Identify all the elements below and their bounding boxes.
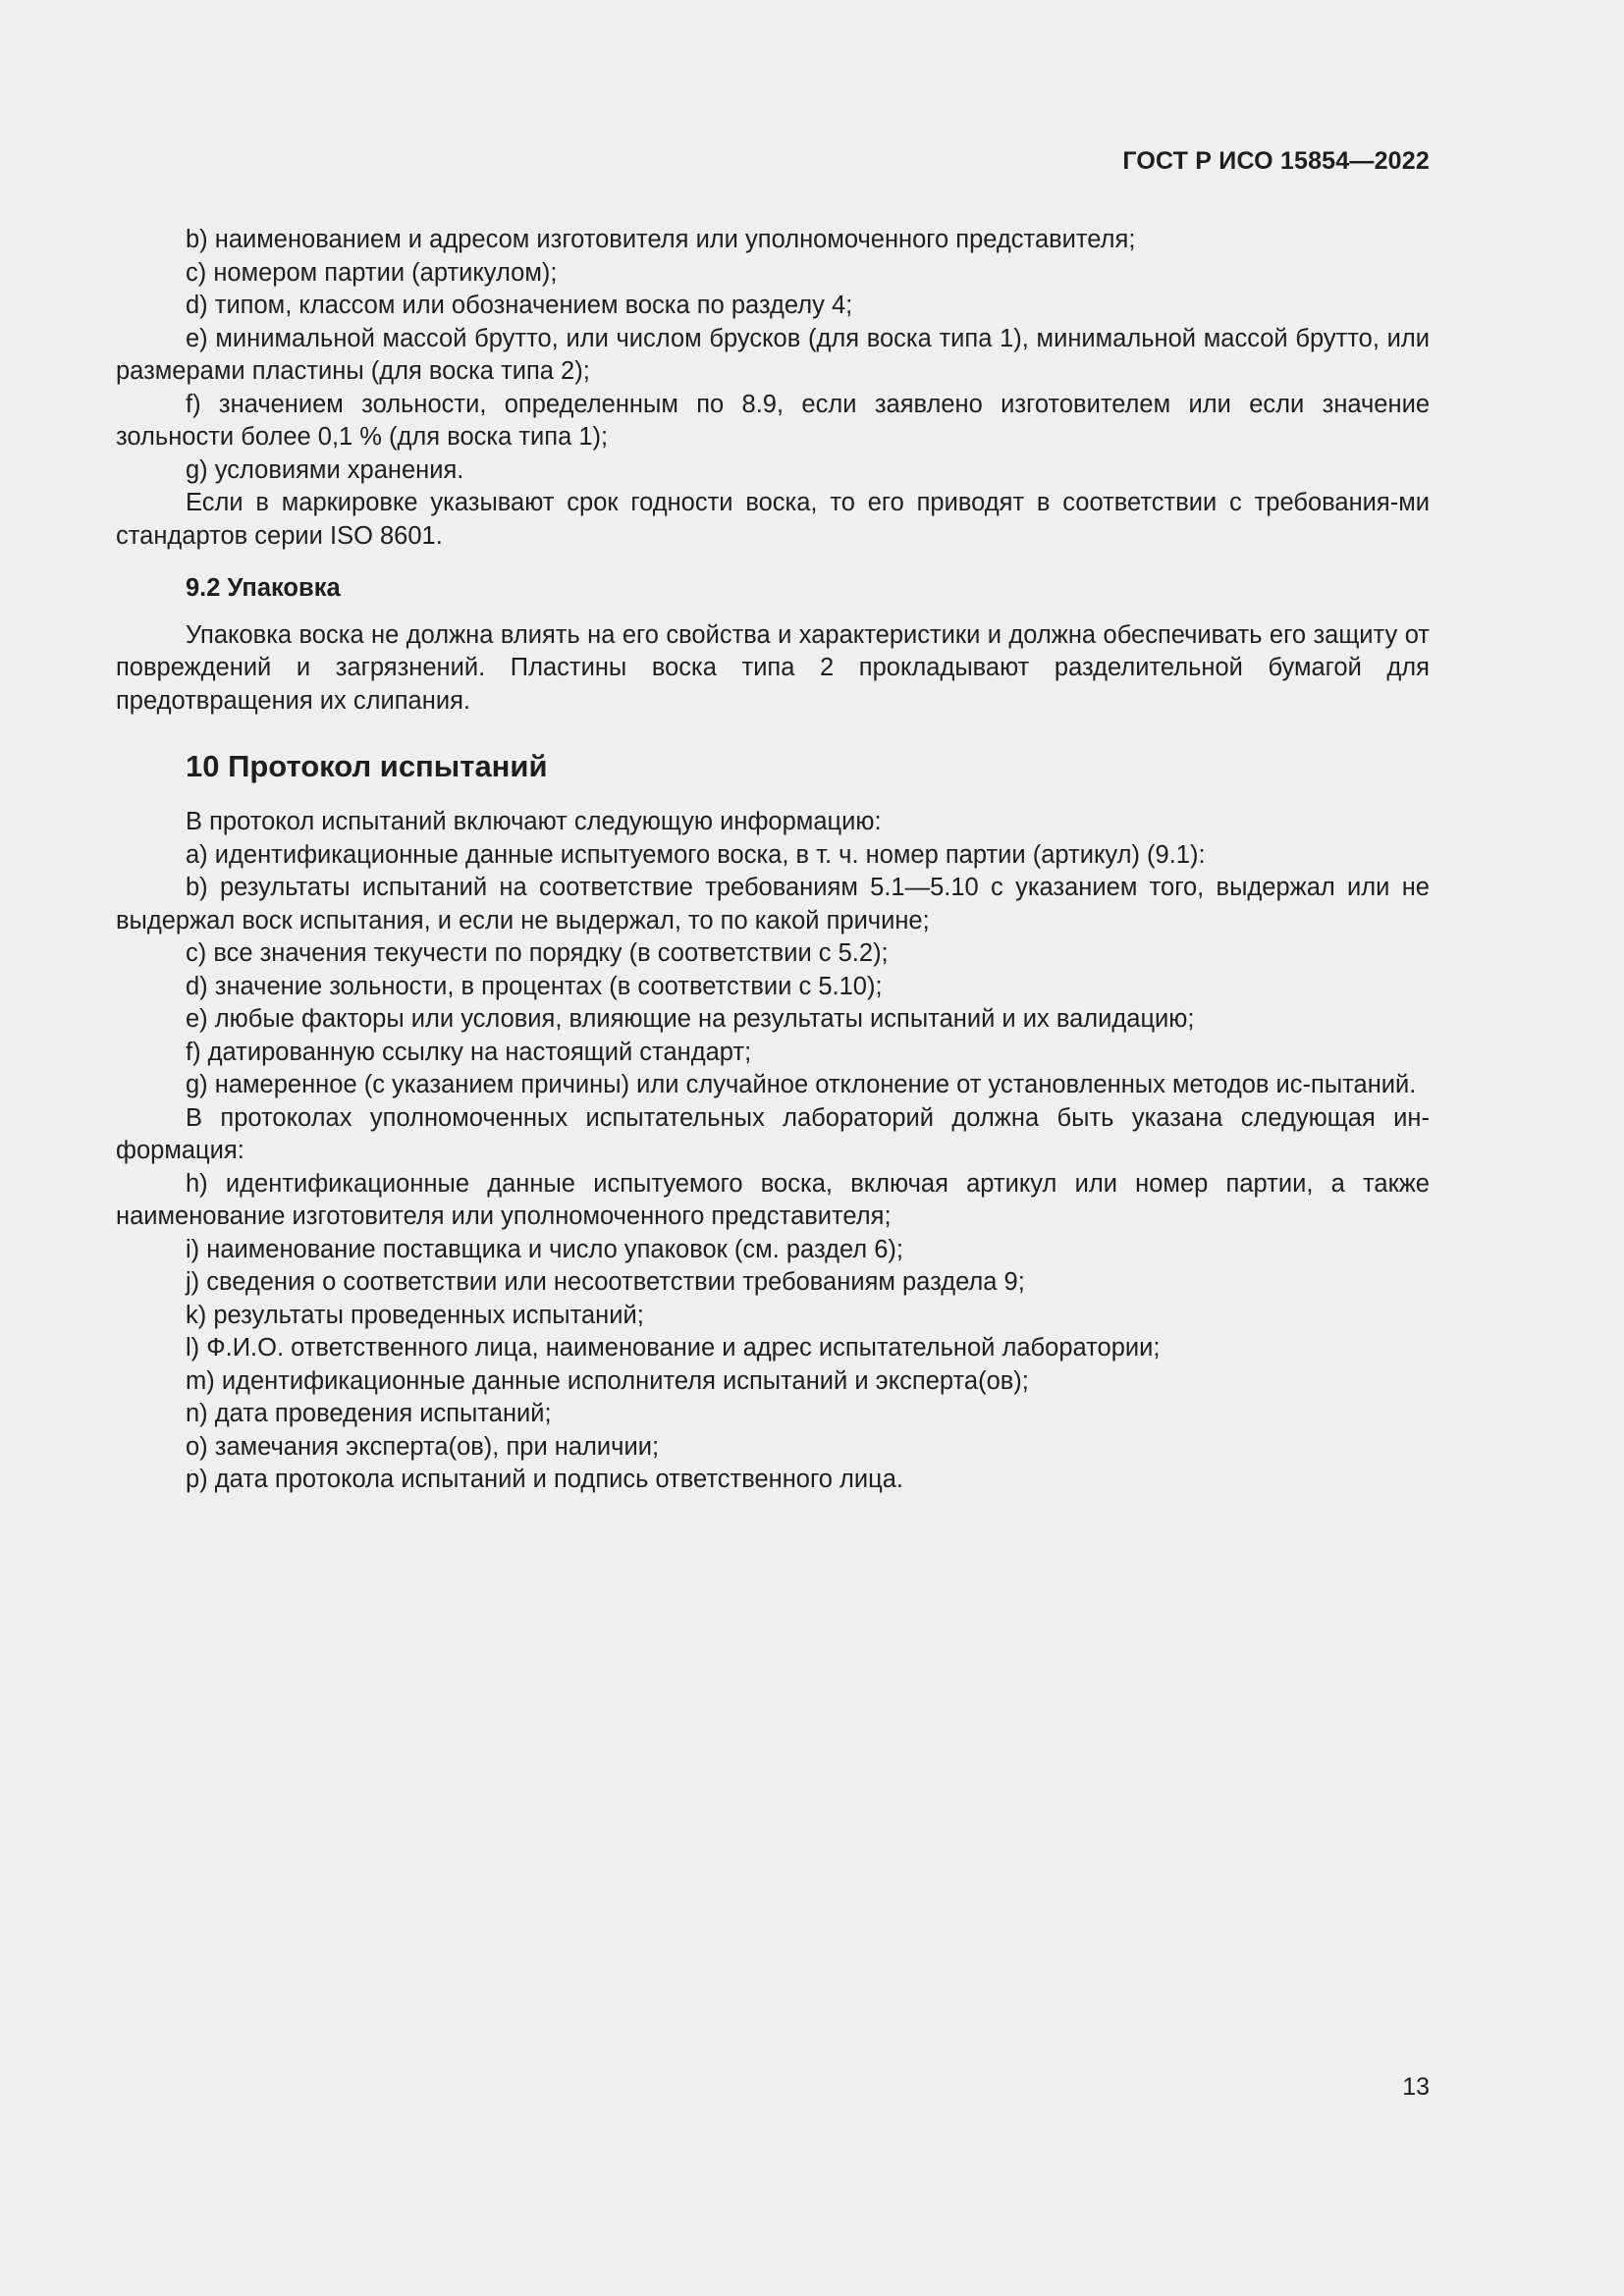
list-item: c) номером партии (артикулом); [186, 258, 558, 287]
list-item: e) любые факторы или условия, влияющие на результаты испытаний и их валидацию; [186, 1005, 1195, 1033]
section-9-2-text: Упаковка воска не должна влиять на его свойства и характеристики и должна обеспечивать его защиту от повреждений и загрязнений. Пластины воска типа 2 прокладывают разделительной бумагой для предотвращения их слипания. [116, 620, 1430, 715]
page-content [116, 224, 1430, 1497]
section-10-intro: В протокол испытаний включают следующую информацию: [186, 808, 882, 835]
list-item: n) дата проведения испытаний; [186, 1400, 552, 1427]
list-item: l) Ф.И.О. ответственного лица, наименование и адрес испытательной лаборатории; [186, 1334, 1161, 1362]
list-item: h) идентификационные данные испытуемого воска, включая артикул или номер партии, а также наименование изготовителя или уполномоченного представителя; [116, 1169, 1430, 1230]
list-item: j) сведения о соответствии или несоответствии требованиям раздела 9; [186, 1268, 1025, 1296]
shelf-life-note: Если в маркировке указывают срок годности воска, то его приводят в соответствии с требования-ми стандартов серии ISO 8601. [116, 489, 1430, 550]
list-item: f) значением зольности, определенным по 8.9, если заявлено изготовителем или если значение зольности более 0,1 % (для воска типа 1); [116, 390, 1430, 451]
list-item: b) наименованием и адресом изготовителя или уполномоченного представителя; [186, 226, 1136, 253]
section-9-2-title: 9.2 Упаковка [186, 574, 341, 602]
list-item: i) наименование поставщика и число упаковок (см. раздел 6); [186, 1235, 904, 1263]
document-header: ГОСТ Р ИСО 15854—2022 [1122, 147, 1430, 175]
list-item: d) типом, классом или обозначением воска по разделу 4; [186, 292, 853, 319]
list-item: b) результаты испытаний на соответствие требованиям 5.1—5.10 с указанием того, выдержал или не выдержал воск испытания, и если не выдержал, то по какой причине; [116, 874, 1430, 934]
list-item: c) все значения текучести по порядку (в соответствии с 5.2); [186, 939, 889, 967]
list-item: g) намеренное (с указанием причины) или случайное отклонение от установленных методов ис-пытаний. [186, 1071, 1417, 1098]
list-item: g) условиями хранения. [186, 455, 464, 484]
list-item: f) датированную ссылку на настоящий стандарт; [186, 1038, 752, 1066]
labs-intro: В протоколах уполномоченных испытательных лабораторий должна быть указана следующая ин-формация: [116, 1103, 1430, 1164]
list-item: k) результаты проведенных испытаний; [186, 1301, 644, 1329]
list-item: m) идентификационные данные исполнителя испытаний и эксперта(ов); [186, 1366, 1029, 1395]
list-item: d) значение зольности, в процентах (в соответствии с 5.10); [186, 972, 883, 1000]
list-item: p) дата протокола испытаний и подпись ответственного лица. [186, 1466, 903, 1493]
list-item: o) замечания эксперта(ов), при наличии; [186, 1432, 660, 1461]
list-item: a) идентификационные данные испытуемого воска, в т. ч. номер партии (артикул) (9.1): [186, 840, 1206, 869]
list-item: e) минимальной массой брутто, или числом брусков (для воска типа 1), минимальной массой брутто, или размерами пластины (для воска типа 2); [116, 324, 1430, 385]
section-10-title: 10 Протокол испытаний [186, 749, 548, 783]
page-number: 13 [1402, 2073, 1430, 2101]
